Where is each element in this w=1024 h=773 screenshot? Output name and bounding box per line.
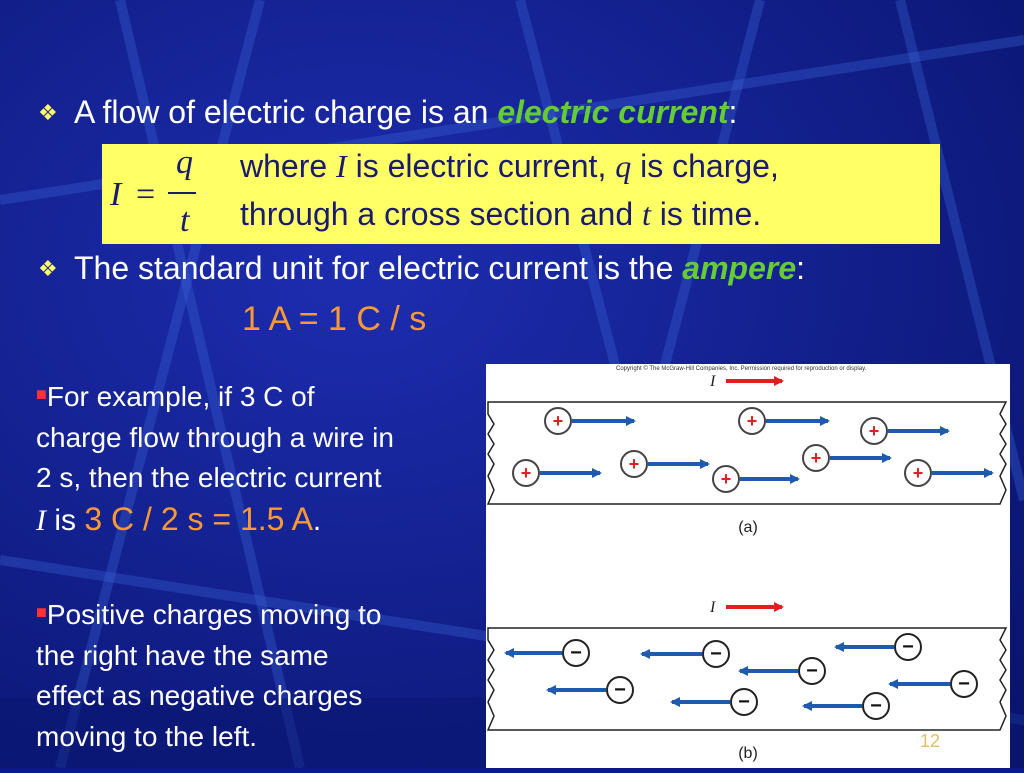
copyright-text: Copyright © The McGraw-Hill Companies, Inc. Permission required for reproduction or display. [616, 366, 867, 372]
current-formula [110, 144, 200, 240]
square-bullet-icon: ■ [36, 602, 47, 622]
svg-text:−: − [902, 636, 914, 658]
example-result: 3 C / 2 s = 1.5 A [84, 500, 313, 537]
svg-text:+: + [628, 454, 640, 474]
var-I: I [336, 148, 347, 184]
current-label-a: I [710, 373, 716, 390]
formula-denominator: t [180, 202, 190, 239]
var-I: I [36, 503, 46, 537]
example-period: . [312, 503, 322, 537]
diamond-bullet-icon: ❖ [38, 256, 58, 281]
fraction-bar [168, 192, 196, 194]
unit-formula: 1 A = 1 C / s [242, 300, 427, 338]
equation-description-line-1 [240, 148, 779, 185]
note-line-2: the right have the same [36, 639, 329, 671]
charge-flow-diagram [486, 364, 1010, 768]
svg-text:+: + [868, 421, 880, 441]
note-line-1: Positive charges moving to [46, 599, 382, 630]
formula-equals: = [136, 176, 156, 213]
svg-text:+: + [720, 469, 732, 489]
svg-text:−: − [806, 660, 818, 682]
current-label-b: I [710, 599, 716, 616]
text: is time. [650, 196, 762, 232]
text: is electric current, [346, 148, 616, 184]
svg-text:−: − [710, 643, 722, 665]
bullet-text: A flow of electric charge is an [74, 94, 498, 130]
svg-text:+: + [746, 411, 758, 431]
svg-text:−: − [738, 691, 750, 713]
example-line-1: For example, if 3 C of [46, 381, 315, 412]
label-b: (b) [738, 745, 758, 762]
formula-lhs: I [110, 176, 122, 213]
example-line-3: 2 s, then the electric current [36, 462, 382, 493]
bullet-ampere [38, 250, 805, 287]
page-number: 12 [919, 731, 940, 751]
svg-text:+: + [520, 463, 532, 483]
text: through a cross section and [240, 196, 643, 232]
term-electric-current: electric current [497, 94, 729, 130]
note-line-3: effect as negative charges [36, 680, 363, 711]
svg-text:−: − [958, 673, 970, 695]
var-t: t [642, 196, 651, 232]
svg-text:+: + [912, 463, 924, 483]
svg-text:−: − [614, 679, 626, 701]
text: is charge, [631, 148, 779, 184]
square-bullet-icon: ■ [36, 384, 47, 404]
bullet-text: The standard unit for electric current is the [74, 250, 683, 286]
bullet-electric-current [38, 94, 737, 131]
svg-text:+: + [810, 448, 822, 468]
equation-box [102, 144, 940, 244]
positive-charges-paragraph [36, 592, 476, 757]
var-q: q [615, 148, 632, 184]
text: where [240, 148, 337, 184]
formula-numerator: q [176, 144, 193, 181]
bullet-suffix: : [728, 94, 738, 130]
example-line-2: charge flow through a wire in [36, 421, 394, 453]
term-ampere: ampere [682, 250, 797, 286]
charge-flow-figure [486, 364, 1010, 768]
label-a: (a) [738, 519, 758, 536]
svg-text:+: + [552, 411, 564, 431]
svg-text:−: − [570, 642, 582, 664]
note-line-4: moving to the left. [36, 720, 258, 752]
bullet-suffix: : [796, 250, 806, 286]
equation-description-line-2 [240, 196, 761, 233]
example-paragraph [36, 374, 476, 541]
diamond-bullet-icon: ❖ [38, 100, 58, 125]
example-is: is [46, 503, 85, 537]
svg-text:−: − [870, 695, 882, 717]
